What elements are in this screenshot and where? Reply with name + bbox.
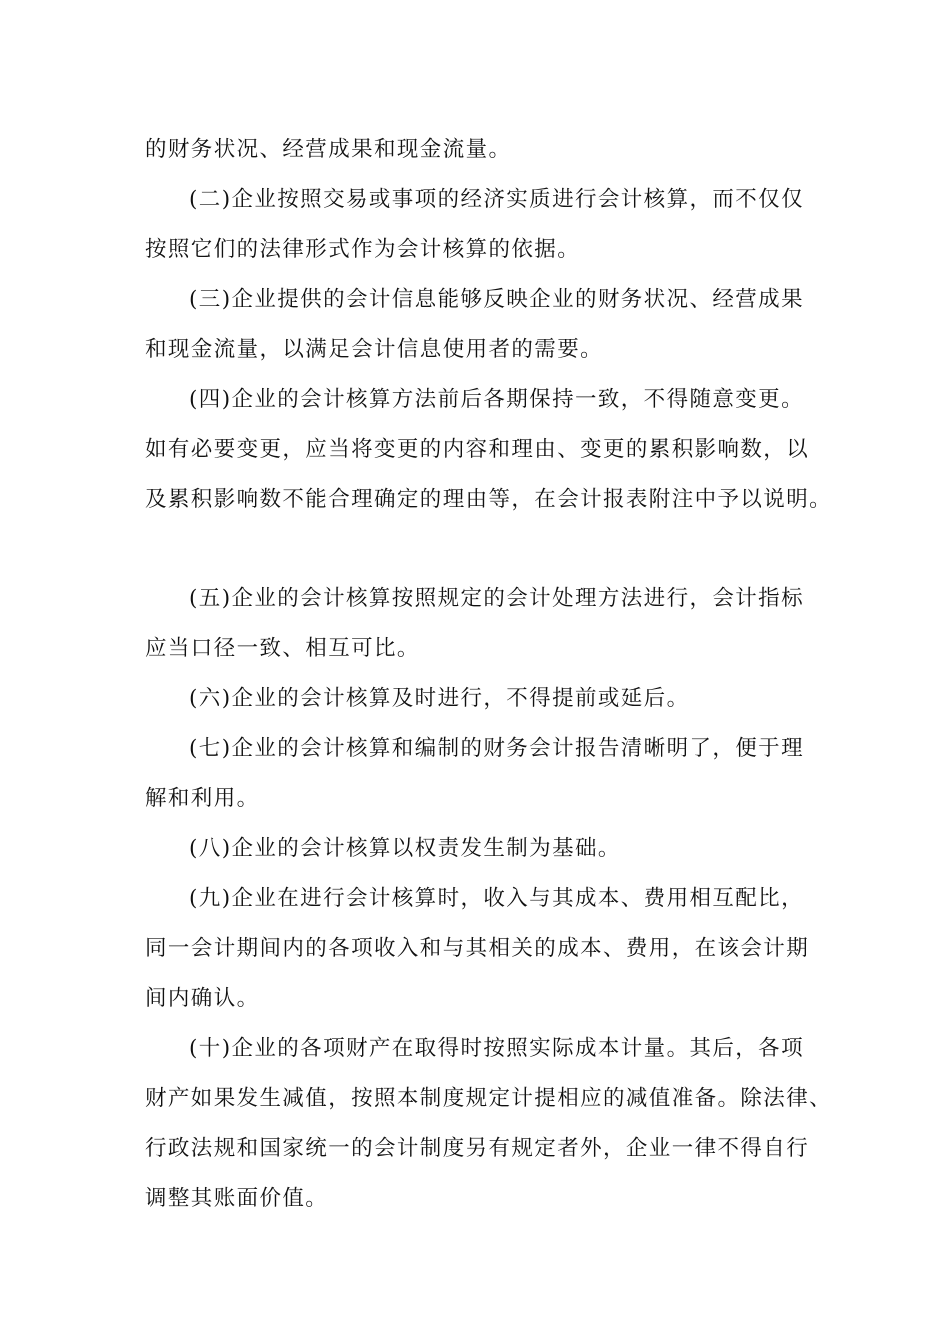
paragraph-1-line-1: 的财务状况、经营成果和现金流量。 [145, 137, 512, 162]
paragraph-5-line-1: (五)企业的会计核算按照规定的会计处理方法进行，会计指标 [189, 586, 804, 611]
paragraph-2-line-1: (二)企业按照交易或事项的经济实质进行会计核算，而不仅仅 [189, 187, 804, 212]
paragraph-8-line-1: (八)企业的会计核算以权责发生制为基础。 [189, 836, 621, 861]
paragraph-10-line-1: (十)企业的各项财产在取得时按照实际成本计量。其后，各项 [189, 1036, 804, 1061]
paragraph-10-line-2: 财产如果发生减值，按照本制度规定计提相应的减值准备。除法律、 [145, 1086, 833, 1111]
paragraph-4-line-3: 及累积影响数不能合理确定的理由等，在会计报表附注中予以说明。 [145, 487, 833, 512]
paragraph-3-line-2: 和现金流量，以满足会计信息使用者的需要。 [145, 337, 604, 362]
paragraph-7-line-1: (七)企业的会计核算和编制的财务会计报告清晰明了，便于理 [189, 736, 804, 761]
paragraph-7-line-2: 解和利用。 [145, 786, 260, 811]
paragraph-3-line-1: (三)企业提供的会计信息能够反映企业的财务状况、经营成果 [189, 287, 804, 312]
paragraph-9-line-3: 间内确认。 [145, 986, 260, 1011]
paragraph-6-line-1: (六)企业的会计核算及时进行，不得提前或延后。 [189, 686, 690, 711]
paragraph-5-line-2: 应当口径一致、相互可比。 [145, 636, 420, 661]
paragraph-9-line-1: (九)企业在进行会计核算时，收入与其成本、费用相互配比， [189, 886, 804, 911]
paragraph-2-line-2: 按照它们的法律形式作为会计核算的依据。 [145, 237, 581, 262]
paragraph-10-line-3: 行政法规和国家统一的会计制度另有规定者外，企业一律不得自行 [145, 1136, 810, 1161]
paragraph-4-line-1: (四)企业的会计核算方法前后各期保持一致，不得随意变更。 [189, 387, 804, 412]
paragraph-4-line-2: 如有必要变更，应当将变更的内容和理由、变更的累积影响数，以 [145, 437, 810, 462]
paragraph-9-line-2: 同一会计期间内的各项收入和与其相关的成本、费用，在该会计期 [145, 936, 810, 961]
paragraph-10-line-4: 调整其账面价值。 [145, 1186, 329, 1211]
